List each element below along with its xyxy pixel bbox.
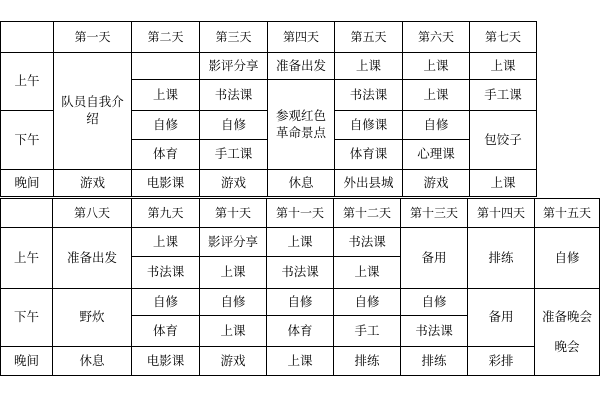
day5-afternoon-1: 自修课: [334, 110, 403, 140]
header-day9: 第九天: [131, 198, 200, 228]
day5-morning-1: 上课: [334, 52, 403, 80]
day11-evening: 上课: [266, 346, 334, 376]
day15-gala-prep: 准备晚会晚会: [534, 288, 600, 376]
row-label-morning-2: 上午: [0, 227, 53, 289]
header-day14: 第十四天: [467, 198, 535, 228]
day9-evening: 电影课: [131, 346, 200, 376]
day15-morning: 自修: [534, 227, 600, 289]
header-day12: 第十二天: [333, 198, 401, 228]
day9-morning-2: 书法课: [131, 256, 200, 289]
day6-morning-2: 上课: [402, 79, 470, 111]
day8-evening: 休息: [52, 346, 132, 376]
day14-afternoon: 备用: [467, 288, 535, 347]
corner-cell-2: [0, 198, 53, 228]
header-day10: 第十天: [199, 198, 267, 228]
header-day13: 第十三天: [400, 198, 468, 228]
header-day3: 第三天: [199, 21, 268, 53]
day8-morning: 准备出发: [52, 227, 132, 289]
day2-morning-1: [131, 52, 200, 80]
day6-morning-1: 上课: [402, 52, 470, 80]
header-day4: 第四天: [267, 21, 335, 53]
day14-evening: 彩排: [467, 346, 535, 376]
day10-evening: 游戏: [199, 346, 267, 376]
header-day1: 第一天: [53, 21, 132, 53]
day12-afternoon-1: 自修: [333, 288, 401, 316]
row-label-afternoon-2: 下午: [0, 288, 53, 347]
day6-afternoon-2: 心理课: [402, 139, 470, 170]
day11-afternoon-1: 自修: [266, 288, 334, 316]
day7-morning-1: 上课: [469, 52, 537, 80]
header-day6: 第六天: [402, 21, 470, 53]
day1-self-intro: 队员自我介绍: [53, 52, 132, 170]
day2-morning-2: 上课: [131, 79, 200, 111]
day13-evening: 排练: [400, 346, 468, 376]
day8-picnic: 野炊: [52, 288, 132, 347]
day3-evening: 游戏: [199, 169, 268, 197]
day4-red-sites-visit: 参观红色革命景点: [267, 79, 335, 170]
day3-morning-2: 书法课: [199, 79, 268, 111]
day11-morning-2: 书法课: [266, 256, 334, 289]
day13-afternoon-1: 自修: [400, 288, 468, 316]
day12-evening: 排练: [333, 346, 401, 376]
day10-afternoon-2: 上课: [199, 315, 267, 347]
day3-morning-1: 影评分享: [199, 52, 268, 80]
day7-dumplings: 包饺子: [469, 110, 537, 170]
header-day11: 第十一天: [266, 198, 334, 228]
day4-morning-1: 准备出发: [267, 52, 335, 80]
row-label-morning: 上午: [0, 52, 54, 111]
day14-morning: 排练: [467, 227, 535, 289]
day3-afternoon-1: 自修: [199, 110, 268, 140]
day12-morning-2: 上课: [333, 256, 401, 289]
day7-evening: 上课: [469, 169, 537, 197]
row-label-evening: 晚间: [0, 169, 54, 197]
day2-afternoon-1: 自修: [131, 110, 200, 140]
day12-afternoon-2: 手工: [333, 315, 401, 347]
day10-morning-2: 上课: [199, 256, 267, 289]
day13-morning: 备用: [400, 227, 468, 289]
day13-afternoon-2: 书法课: [400, 315, 468, 347]
day6-evening: 游戏: [402, 169, 470, 197]
day7-morning-2: 手工课: [469, 79, 537, 111]
row-label-evening-2: 晚间: [0, 346, 53, 376]
day12-morning-1: 书法课: [333, 227, 401, 257]
day9-afternoon-2: 体育: [131, 315, 200, 347]
header-day5: 第五天: [334, 21, 403, 53]
day9-afternoon-1: 自修: [131, 288, 200, 316]
day10-morning-1: 影评分享: [199, 227, 267, 257]
day4-evening: 休息: [267, 169, 335, 197]
day2-afternoon-2: 体育: [131, 139, 200, 170]
header-day8: 第八天: [52, 198, 132, 228]
day11-morning-1: 上课: [266, 227, 334, 257]
day1-evening: 游戏: [53, 169, 132, 197]
day11-afternoon-2: 体育: [266, 315, 334, 347]
day5-evening: 外出县城: [334, 169, 403, 197]
day9-morning-1: 上课: [131, 227, 200, 257]
corner-cell: [0, 21, 54, 53]
day3-afternoon-2: 手工课: [199, 139, 268, 170]
day2-evening: 电影课: [131, 169, 200, 197]
day5-morning-2: 书法课: [334, 79, 403, 111]
day6-afternoon-1: 自修: [402, 110, 470, 140]
header-day2: 第二天: [131, 21, 200, 53]
header-day7: 第七天: [469, 21, 537, 53]
day10-afternoon-1: 自修: [199, 288, 267, 316]
row-label-afternoon: 下午: [0, 110, 54, 170]
day5-afternoon-2: 体育课: [334, 139, 403, 170]
header-day15: 第十五天: [534, 198, 600, 228]
